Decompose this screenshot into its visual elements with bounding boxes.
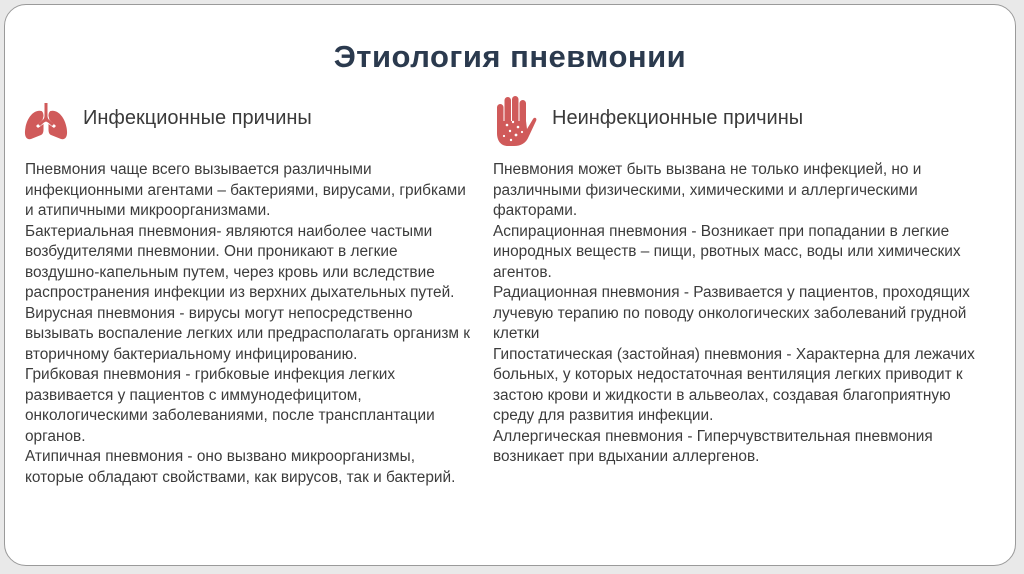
noninfectious-text xyxy=(493,160,993,468)
infectious-heading: Инфекционные причины xyxy=(83,107,312,129)
paragraph: Пневмония чаще всего вызывается различными инфекционными агентами – бактериями, вирусами, грибками и атипичными микроорганизмами. xyxy=(25,161,466,219)
infectious-text xyxy=(25,160,470,488)
noninfectious-heading: Неинфекционные причины xyxy=(552,107,804,129)
paragraph: Грибковая пневмония - грибковые инфекция легких развивается у пациентов с иммунодефицитом, онкологическими заболеваниями, после трансплантации органов. xyxy=(25,366,435,445)
paragraph: Атипичная пневмония - оно вызвано микроорганизмы, которые обладают свойствами, как вирусов, так и бактерий. xyxy=(25,448,456,486)
paragraph: Аспирационная пневмония - Возникает при попадании в легкие инородных веществ – пищи, рвотных масс, воды или химических агентов. xyxy=(493,222,961,281)
paragraph: Бактериальная пневмония- являются наиболее частыми возбудителями пневмонии. Они проникают в легкие воздушно-капельным путем, через кровь или вследствие распространения инфекции из верхних дыхательных путей. Вирусная пневмония - вирусы могут непосредственно вызывать воспаление легких или предрасполагать организм к вторичному бактериальному инфицированию. xyxy=(25,222,470,363)
hand-icon xyxy=(489,95,537,147)
paragraph: Пневмония может быть вызвана не только инфекцией, но и различными физическими, химическими и аллергическими факторами. xyxy=(493,161,922,219)
lungs-icon xyxy=(23,101,69,141)
paragraph: Гипостатическая (застойная) пневмония - Характерна для лежачих больных, у которых недостаточная вентиляция легких приводит к застою крови и жидкости в альвеолах, создавая благоприятную среду для развития инфекции. xyxy=(493,345,975,424)
paragraph: Радиационная пневмония - Развивается у пациентов, проходящих лучевую терапию по поводу онкологических заболеваний грудной клетки xyxy=(493,284,970,342)
slide xyxy=(4,4,1016,566)
paragraph: Аллергическая пневмония - Гиперчувствительная пневмония возникает при вдыхании аллергенов. xyxy=(493,427,933,465)
slide-title: Этиология пневмонии xyxy=(333,39,687,74)
